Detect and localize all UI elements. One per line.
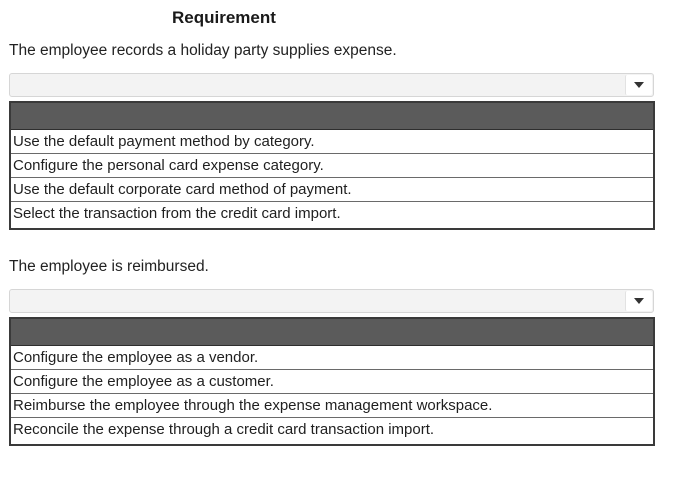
chevron-down-icon xyxy=(634,298,644,304)
question-1-dropdown-toggle[interactable] xyxy=(625,75,652,95)
question-1-prompt: The employee records a holiday party supplies expense. xyxy=(9,42,397,59)
question-2-dropdown[interactable] xyxy=(9,289,654,313)
question-1-option[interactable]: Configure the personal card expense category. xyxy=(11,154,653,178)
question-1-option[interactable]: Use the default corporate card method of payment. xyxy=(11,178,653,202)
question-1-options-list xyxy=(9,101,655,230)
question-1-option[interactable]: Select the transaction from the credit card import. xyxy=(13,205,341,222)
question-1-dropdown[interactable] xyxy=(9,73,654,97)
question-2-option[interactable]: Reimburse the employee through the expense management workspace. xyxy=(11,394,653,418)
options-list-header xyxy=(11,319,653,346)
question-2-dropdown-toggle[interactable] xyxy=(625,291,652,311)
question-2-options-list xyxy=(9,317,655,446)
question-2-option[interactable]: Reconcile the expense through a credit card transaction import. xyxy=(13,421,435,438)
options-list-header xyxy=(11,103,653,130)
question-2-option[interactable]: Configure the employee as a vendor. xyxy=(11,346,653,370)
chevron-down-icon xyxy=(634,82,644,88)
question-2-prompt: The employee is reimbursed. xyxy=(9,258,209,275)
question-2-option[interactable]: Configure the employee as a customer. xyxy=(11,370,653,394)
question-1-option[interactable]: Use the default payment method by category. xyxy=(11,130,653,154)
requirement-heading: Requirement xyxy=(172,8,276,27)
